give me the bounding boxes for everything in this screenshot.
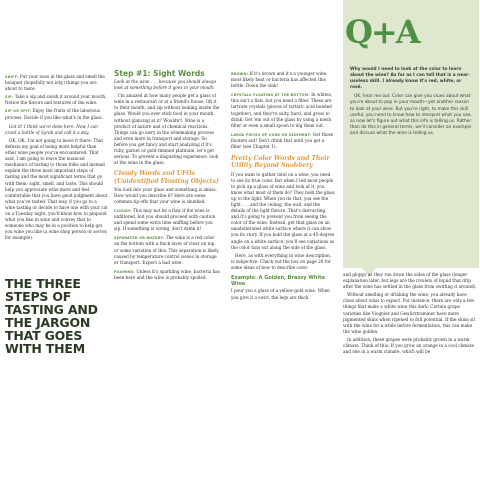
body-paragraph: Without smelling or drinking the wine, you already have clues about what to expect. For instance, there are only a few things that make a white wine this dark: Certain grape varieties like Viognier and Gewürztraminer have more pigmented skins when ripened to full potential. If the skins sit with the wine for a while before fermentation, this can make the wine golden.: [343, 292, 476, 334]
step-heading: Step #1: Sight Words: [114, 69, 205, 78]
list-item: [5, 74, 108, 92]
flaw-list: [231, 71, 335, 150]
term-label: CRYSTALS FLOATING AT THE BOTTOM:: [231, 93, 310, 98]
column-3: [231, 0, 335, 303]
term-label: SIP OR SPIT:: [5, 109, 32, 114]
body-paragraph: You look into your glass and something is amiss. How would you describe it? Here are some common tip-offs that your wine is skunked.: [114, 186, 217, 204]
term-label: SIP:: [5, 95, 14, 100]
term-text: Put your nose in the glass and smell the bouquet (hopefully not icky) things you are about to taste.: [5, 74, 105, 92]
term-label: BROWN:: [231, 72, 249, 76]
term-text: Enjoy the fruits of the laborious process. Decide if you like what's in the glass.: [5, 108, 103, 120]
qa-logo: Q+A: [345, 13, 419, 51]
term-label: FOAMING:: [114, 269, 135, 274]
qa-question: Why would I need to look at the color to learn about the wine? As far as I can tell that is a near-useless skill. I already know it's red, white, or rosé.: [350, 67, 470, 91]
term-text: The wine is a red color on the bottom with a thick layer of clear on top, or some variation of this. This separation is likely caused by temperature control issues in storage or transport. Expect a bad wine.: [114, 235, 219, 265]
section-heading: THE THREE STEPS OF TASTING AND THE JARGON THAT GOES WITH THEM: [5, 276, 98, 357]
term-text: In whites, this isn't a flaw, but you need a filter. These are tartrate crystals (pieces of tartaric acid bonded together), and they're salty, hard, and gross to drink. Get 'em out of the glass by using a mesh filter or even a small spoon to dig them out.: [231, 92, 333, 128]
term-label: CLOUDY:: [114, 209, 132, 213]
body-paragraph: Here, as with everything in wine description, is subjective. Check out the box on page 20 for some ideas of how to describe color.: [231, 252, 332, 270]
list-item: [231, 132, 335, 150]
term-text: If it's brown and it's a younger wine, most likely heat or bacteria has affected this bottle. Down the sink!: [231, 71, 328, 89]
body-paragraph: In addition, these grapes were probably grown in a warm climate. Think of this: If you grow an orange in a cool climate and one in a warm climate, which will be: [343, 336, 474, 355]
qa-answer: OK, hear me out. Color can give you clues about what you're about to pop in your mouth—yet another reason to look at your wine. But you're right, to make this skill useful, you need to know how to interpret what you see, so now let's figure out what this info is telling us. Rather than do this in general terms, we'll consider an example and discuss what the wine is telling us.: [350, 94, 472, 136]
subheading: Cloudy Words and UFOs (Unidentified Floating Objects): [114, 170, 219, 185]
column-4: [343, 272, 478, 357]
column-1: [5, 0, 108, 355]
term-label: SEPARATED OR WATERY:: [114, 236, 165, 241]
example-heading: Example: A Golden, Brassy White Wine: [231, 275, 325, 288]
body-paragraph: OK, OK. I'm not going to leave it there. That defeats my goal of being more helpful than other wine people you've encountered. That said, I am going to leave the nuanced mechanics of tasting to those folks and instead explain the three most important steps of tasting and the most significant terms that go with them: sight, smell, and taste. This should help you appreciate wine more and feel comfortable that you have good judgment about what you've tasted. That way, if you go to a wine tasting or decide to have one with your cat on a Tuesday night, you'll know how to pinpoint what you like in wine and convey that to someone who may be in a position to help get you wine you like (a wine shop person or server, for example).: [5, 137, 108, 241]
list-item: [231, 92, 335, 129]
list-item: [114, 208, 220, 232]
body-paragraph: I'm amazed at how many people get a glass of wine in a restaurant or at a friend's house, lift it to their mouth, and sip without looking inside the glass. Would you ever stick food in your mouth without glancing at it? Wouldn't. Wine is a product of nature and of chemical reactions. Things can go awry in the winemaking process and even more in transport and storage. So before you get fancy and start analyzing if it's ruby, garnet or gold-rimmed platinum, let's get serious. To prevent a disgusting experience, look at the wine in the glass.: [114, 93, 220, 166]
list-item: [5, 94, 108, 106]
term-text: This may not be a flaw if the wine is unfiltered, but you should proceed with caution and spend some extra time sniffing before you sip. If something is wrong, don't drink it!: [114, 208, 216, 232]
tasting-steps-list: [5, 74, 108, 121]
lead-paragraph: Look at the wine . . . because you should always look at something before it goes in your mouth.: [114, 79, 217, 91]
term-label: LARGE PIECES OF CORK OR SEDIMENT:: [231, 132, 312, 137]
list-item: [114, 269, 220, 281]
body-paragraph: If you want to gather intel on a wine, you need to see its true color. But when I tell most people to pick up a glass of wine and look at it, you know what most of them do? They hold the glass up to the light. When you do that, you see the light . . . and the ceiling, the wall, and the details of the light fixture. That's distracting, and it's going to prevent you from seeing the color of the wine. Instead, get that glass on an unadulterated white surface where it can show you its story. If you hold the glass at a 45-degree angle on a white surface, you'll see variations as the color fans out along the side of the glass.: [231, 171, 335, 250]
list-item: [231, 71, 335, 89]
column-2: [114, 0, 220, 283]
qa-content: [350, 67, 474, 139]
term-text: Unless it's sparkling wine, bacteria has been here and the wine is probably spoiled.: [114, 268, 220, 280]
list-item: [5, 108, 108, 120]
term-text: Take a sip and swish it around your mouth. Notice the flavors and textures of the wine.: [5, 94, 107, 106]
list-item: [114, 235, 220, 265]
body-paragraph: and gloppy as they run down the sides of the glass (longer explanation later, but legs are the rivulets of liquid that drip after the wine has settled in the glass from swirling it around).: [343, 272, 477, 290]
italic-paragraph: Got it! I think we're done here. Now I can crack a bottle of Syrah and call it a day.: [5, 123, 98, 135]
body-paragraph: I pour you a glass of a yellow-gold wine. When you give it a swirl, the legs are thick: [231, 288, 330, 300]
term-label: SNIFF:: [5, 75, 19, 79]
term-text: Get those floaters out! Don't drink that until you get a filter (see Chapter 1).: [231, 131, 334, 150]
subheading: Pretty Color Words and Their Utility Beyond Snobbery: [231, 155, 330, 170]
